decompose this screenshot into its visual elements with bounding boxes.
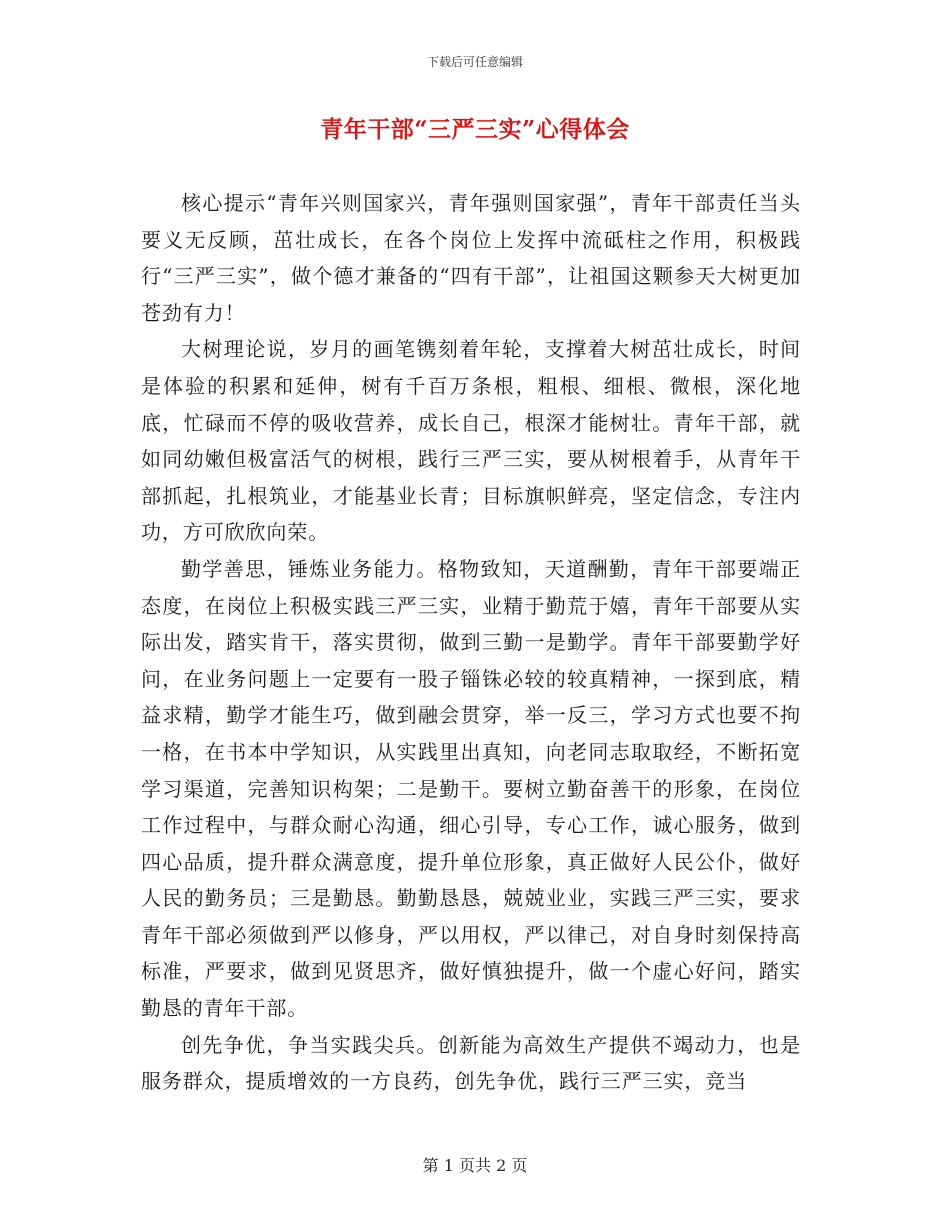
paragraph-innovation: 创先争优，争当实践尖兵。创新能为高效生产提供不竭动力，也是服务群众，提质增效的一方良药，创先争优，践行三严三实，竞当 bbox=[141, 1032, 801, 1094]
page-header: 下载后可任意编辑 bbox=[426, 55, 523, 69]
paragraph-diligent-study: 勤学善思，锤炼业务能力。格物致知，天道酬勤，青年干部要端正态度，在岗位上积极实践三严三实，业精于勤荒于嬉，青年干部要从实际出发，踏实肯干，落实贯彻，做到三勤一是勤学。青年干部要勤学好问，在业务问题上一定要有一股子锱铢必较的较真精神，一探到底，精益求精，勤学才能生巧，做到融会贯穿，举一反三，学习方式也要不拘一格，在书本中学知识，从实践里出真知，向老同志取取经，不断拓宽学习渠道，完善知识构架；二是勤干。要树立勤奋善干的形象，在岗位工作过程中，与群众耐心沟通，细心引导，专心工作，诚心服务，做到四心品质，提升群众满意度，提升单位形象，真正做好人民公仆，做好人民的勤务员；三是勤恳。勤勤恳恳，兢兢业业，实践三严三实，要求青年干部必须做到严以修身，严以用权，严以律己，对自身时刻保持高标准，严要求，做到见贤思齐，做好慎独提升，做一个虚心好问，踏实勤恳的青年干部。 bbox=[141, 556, 801, 1021]
page-number: 第 1 页共 2 页 bbox=[422, 1156, 528, 1175]
paragraph-tree-theory: 大树理论说，岁月的画笔镌刻着年轮，支撑着大树茁壮成长，时间是体验的积累和延伸，树有千百万条根，粗根、细根、微根，深化地底，忙碌而不停的吸收营养，成长自己，根深才能树壮。青年干部，就如同幼嫩但极富活气的树根，践行三严三实，要从树根着手，从青年干部抓起，扎根筑业，才能基业长青；目标旗帜鲜亮，坚定信念，专注内功，方可欣欣向荣。 bbox=[141, 337, 801, 545]
document-title: 青年干部“三严三实”心得体会 bbox=[320, 116, 630, 143]
document-body bbox=[141, 185, 801, 1100]
paragraph-intro: 核心提示“青年兴则国家兴，青年强则国家强”，青年干部责任当头要义无反顾，茁壮成长，在各个岗位上发挥中流砥柱之作用，积极践行“三严三实”，做个德才兼备的“四有干部”，让祖国这颗参天大树更加苍劲有力！ bbox=[141, 191, 801, 325]
